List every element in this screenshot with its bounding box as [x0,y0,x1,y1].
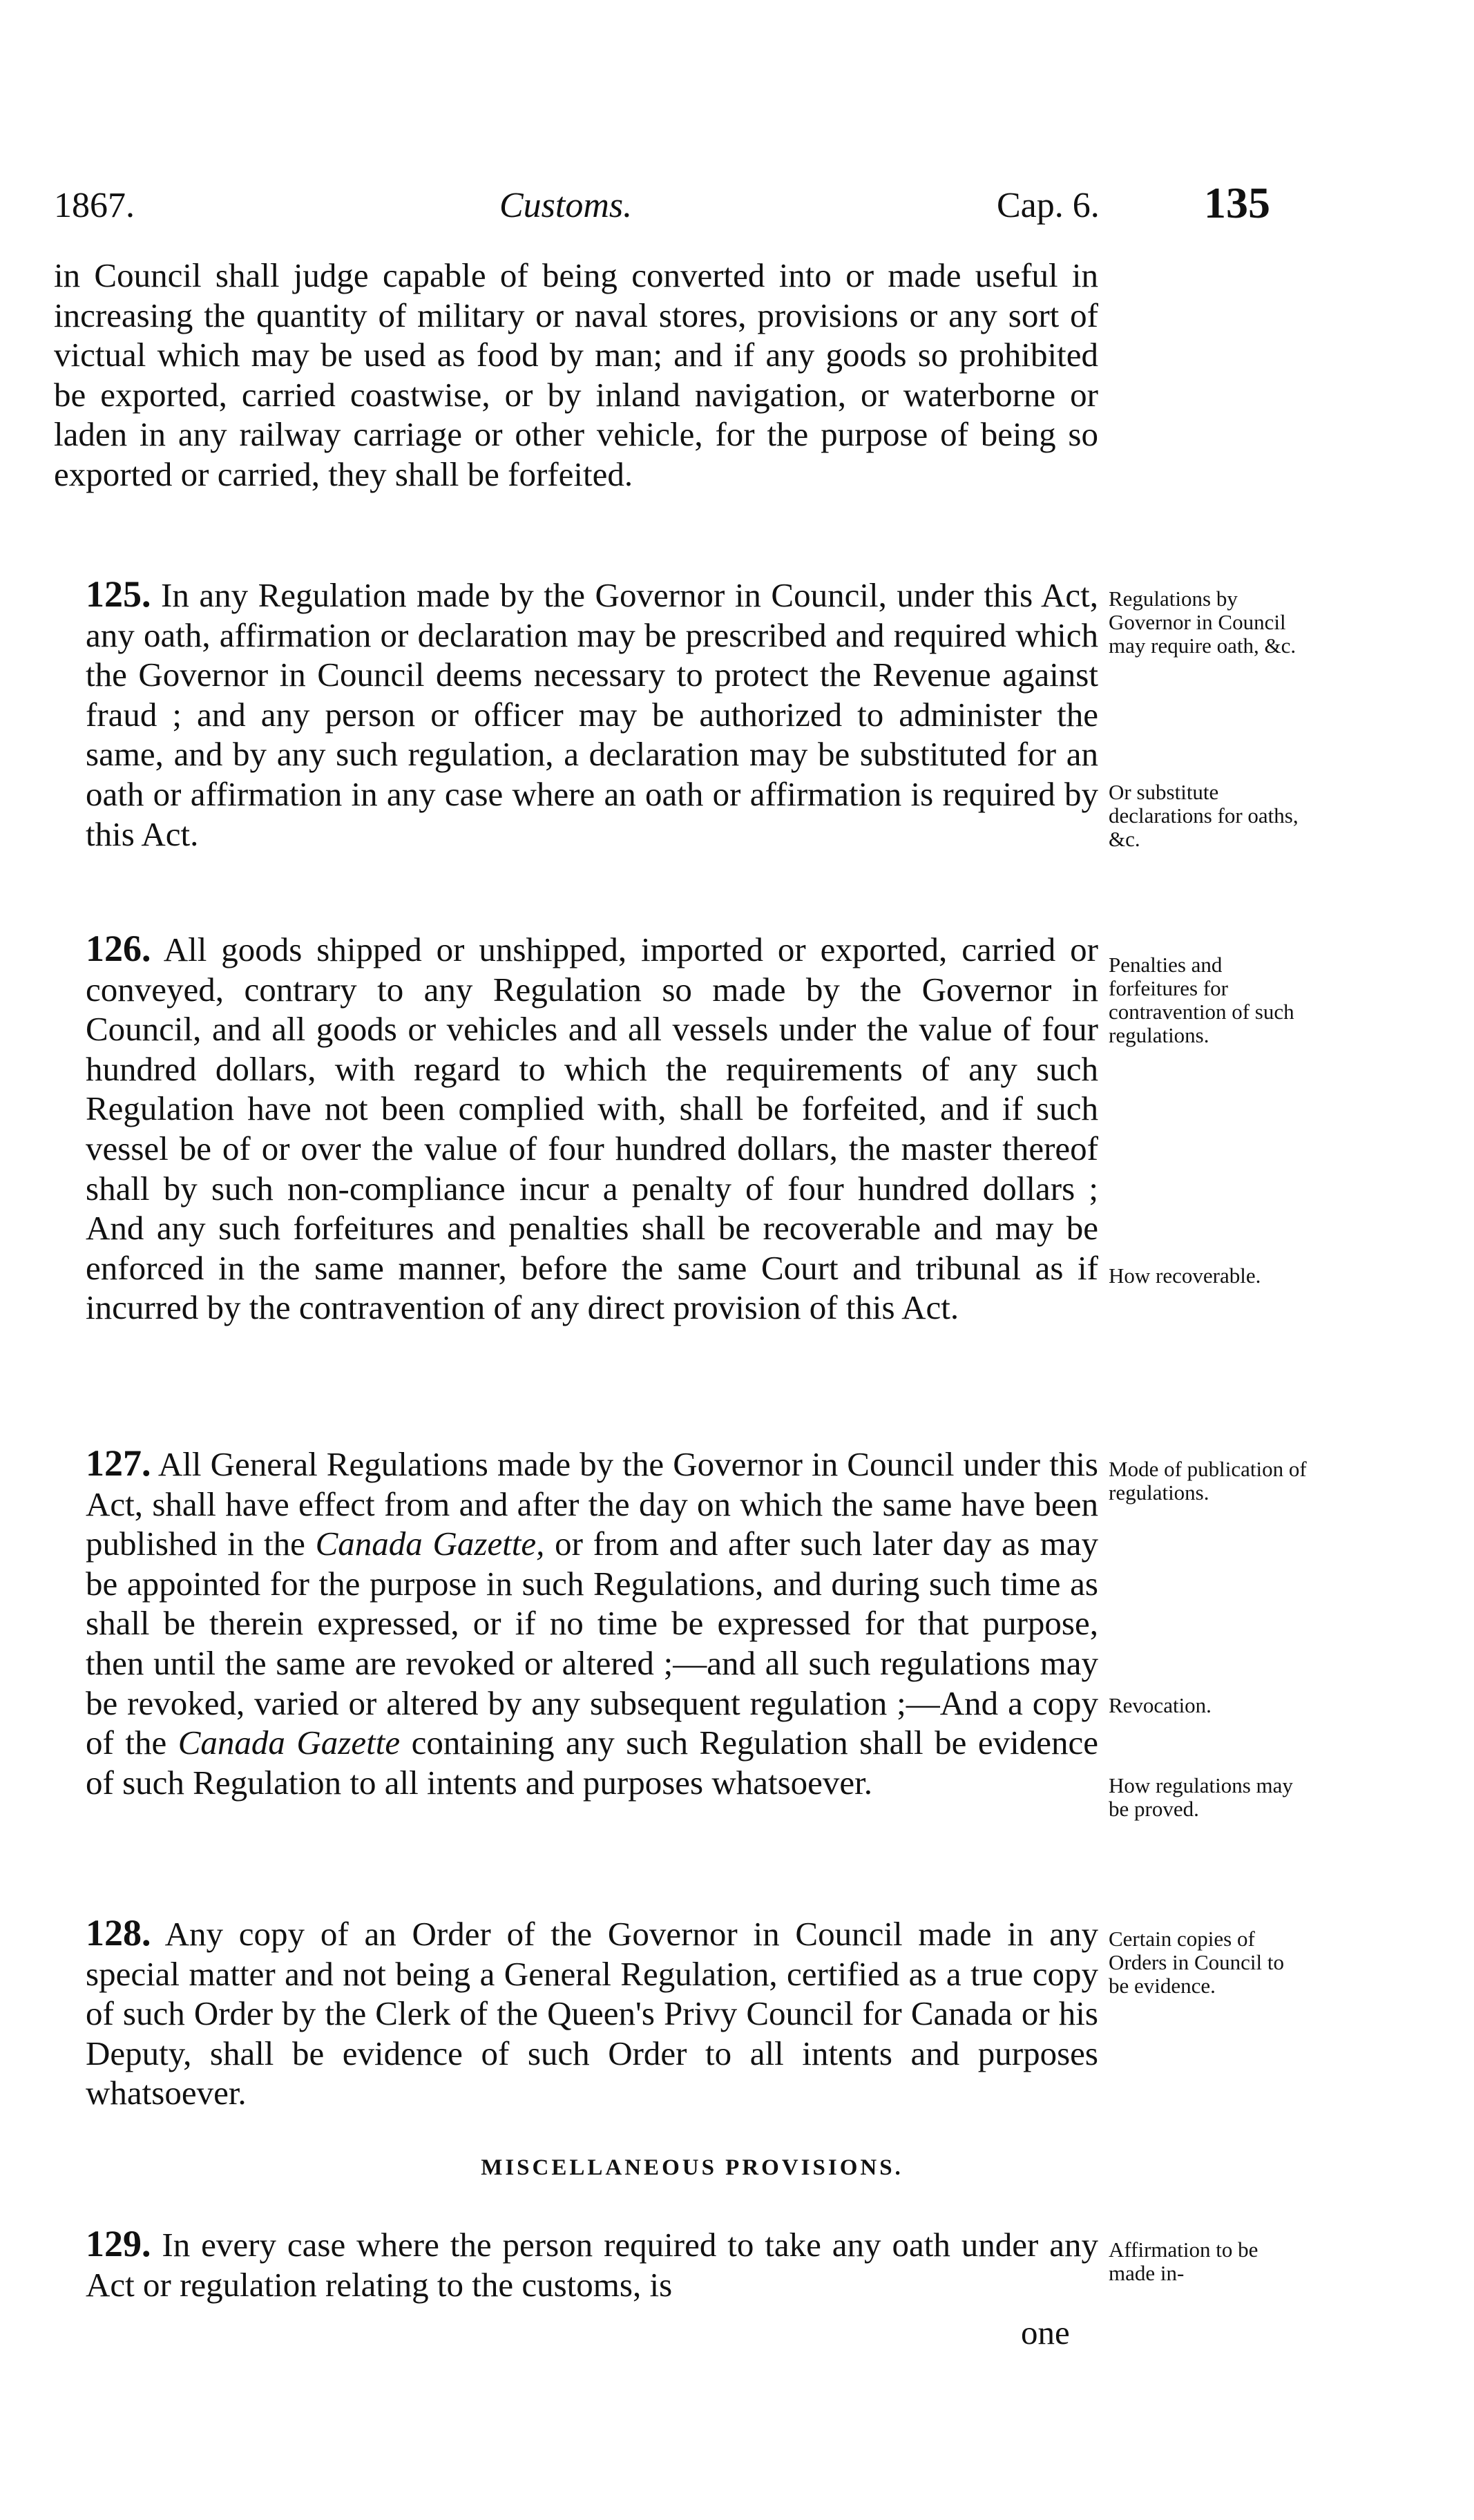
page-number: 135 [1204,178,1270,227]
section-127-paragraph [54,1444,1098,1802]
margin-note-127b: Revocation. [1109,1693,1212,1717]
section-127-gazette-2: Canada Gazette [178,1724,401,1762]
margin-note-128: Certain copies of Orders in Council to be evidence. [1109,1927,1284,1998]
margin-note-125b: Or substitute declarations for oaths, &c. [1109,780,1299,851]
header-year: 1867. [54,186,135,225]
header-title: Customs. [499,186,633,225]
section-128-paragraph [54,1913,1098,2113]
section-126-paragraph [54,929,1098,1328]
section-heading: MISCELLANEOUS PROVISIONS. [481,2155,903,2180]
margin-note-127a: Mode of publication of regulations. [1109,1457,1307,1505]
section-128-number: 128. [86,1912,151,1954]
section-127-text-c: containing any such Regulation shall be evidence of such Regulation to all intents and purposes whatsoever. [86,1724,1099,1802]
running-header [54,178,1325,240]
continuation-block [54,256,1098,495]
section-127-text-a: All General Regulations made by the Governor in Council under this Act, shall have effect from and after the day on which the same have been published in the [86,1445,1099,1563]
section-129 [54,2224,1098,2304]
section-127 [54,1444,1098,1802]
section-129-number: 129. [86,2223,151,2264]
section-129-paragraph [54,2224,1098,2304]
section-126 [54,929,1098,1328]
section-127-text-b: or from and after such later day as may be appointed for the purpose in such Regulations, and during such time as shall be therein expressed, or if no time be expressed for that purpose, then until the same are revoked or altered ;—and all such regulations may be revoked, varied or altered by any subsequent regulation ;—And a copy of the [86,1525,1099,1762]
margin-note-127c: How regulations may be proved. [1109,1773,1293,1821]
section-126-number: 126. [86,928,151,969]
section-125-text: In any Regulation made by the Governor in Council, under this Act, any oath, affirmation or declaration may be prescribed and required which the Governor in Council deems necessary to protect the Revenue against fraud ; and any person or officer may be authorized to administer the same, and by any such regulation, a declaration may be substituted for an oath or affirmation in any case where an oath or affirmation is required by this Act. [86,576,1098,853]
header-chapter: Cap. 6. [997,186,1100,225]
margin-note-129: Affirmation to be made in- [1109,2237,1258,2285]
section-125-paragraph [54,575,1098,854]
continuation-paragraph: in Council shall judge capable of being converted into or made useful in increasing the quantity of military or naval stores, provisions or any sort of victual which may be used as food by man; and if any goods so prohibited be exported, carried coastwise, or by inland navigation, or waterborne or laden in any railway carriage or other vehicle, for the purpose of being so exported or carried, they shall be forfeited. [54,256,1098,493]
section-127-gazette-1: Canada Gazette, [315,1525,545,1563]
section-127-number: 127. [86,1442,151,1484]
section-126-text: All goods shipped or unshipped, imported or exported, carried or conveyed, contrary to any Regulation so made by the Governor in Council, and all goods or vehicles and all vessels under the value of four hundred dollars, with regard to which the requirements of any such Regulation have not been complied with, shall be forfeited, and if such vessel be of or over the value of four hundred dollars, the master thereof shall by such non-compliance incur a penalty of four hundred dollars ; And any such forfeitures and penalties shall be recoverable and may be enforced in the same manner, before the same Court and tribunal as if incurred by the contravention of any direct provision of this Act. [86,930,1098,1327]
section-129-text: In every case where the person required to take any oath under any Act or regulation relating to the customs, is [86,2226,1098,2304]
margin-note-126a: Penalties and forfeitures for contravention of such regulations. [1109,953,1294,1047]
margin-note-125a: Regulations by Governor in Council may require oath, &c. [1109,586,1296,658]
section-125 [54,575,1098,854]
section-125-number: 125. [86,573,151,615]
catchword: one [1021,2313,1070,2351]
section-128-text: Any copy of an Order of the Governor in Council made in any special matter and not being a General Regulation, certified as a true copy of such Order by the Clerk of the Queen's Privy Council for Canada or his Deputy, shall be evidence of such Order to all intents and purposes whatsoever. [86,1915,1098,2112]
section-128 [54,1913,1098,2113]
margin-note-126b: How recoverable. [1109,1263,1261,1288]
